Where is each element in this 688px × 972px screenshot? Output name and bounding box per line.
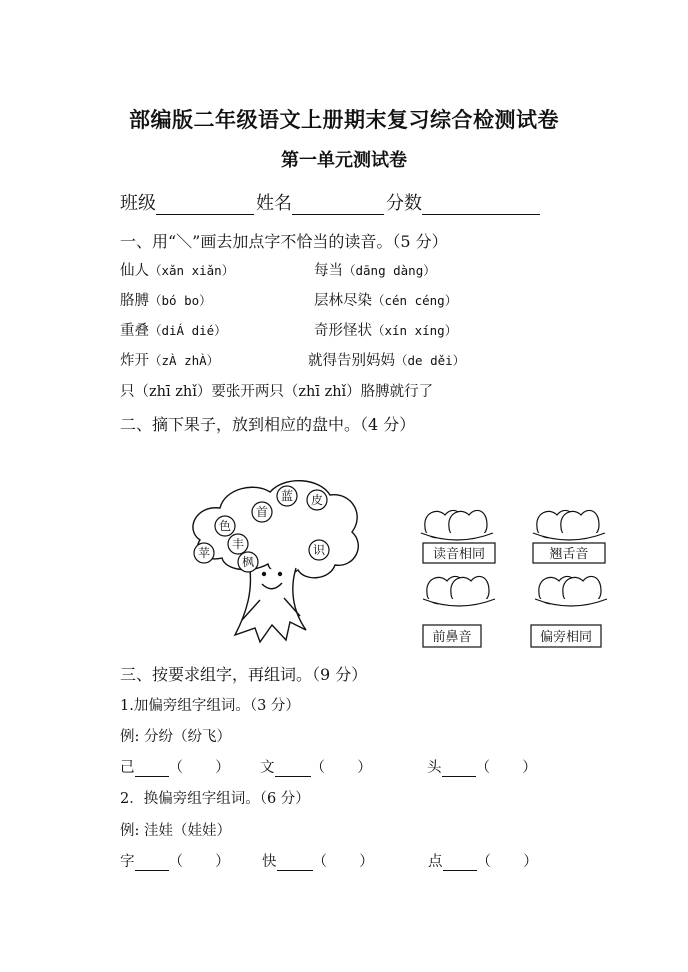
answer-paren[interactable]: （ ） bbox=[310, 760, 372, 776]
part1-title: 1.加偏旁组字组词。（3 分） bbox=[120, 698, 300, 714]
part1-exercise: 己 （ ） bbox=[120, 756, 253, 777]
part2-example: 例: 洼娃（娃娃） bbox=[120, 823, 231, 839]
fruit-plates-illustration bbox=[415, 495, 615, 655]
class-label: 班级 bbox=[120, 193, 156, 214]
part2-title: 2．换偏旁组字组词。（6 分） bbox=[120, 791, 310, 807]
answer-blank[interactable] bbox=[443, 855, 477, 871]
fruit-char: 皮 bbox=[310, 493, 324, 507]
pinyin-item: 胳膊（bó bo） bbox=[120, 293, 212, 309]
pinyin-item: 就得告别妈妈（de děi） bbox=[308, 353, 466, 369]
fruit-char: 识 bbox=[312, 543, 326, 557]
part2-exercise: 点 （ ） bbox=[428, 850, 561, 871]
plate-label: 前鼻音 bbox=[432, 630, 472, 645]
answer-blank[interactable] bbox=[135, 855, 169, 871]
class-blank[interactable] bbox=[156, 196, 254, 215]
answer-blank[interactable] bbox=[277, 855, 313, 871]
fruit-char: 苹 bbox=[197, 546, 211, 560]
fruit-char: 枫 bbox=[241, 555, 255, 569]
answer-blank[interactable] bbox=[135, 761, 169, 777]
pinyin-sentence: 只（zhī zhǐ）要张开两只（zhī zhǐ）胳膊就行了 bbox=[120, 384, 434, 400]
name-label: 姓名 bbox=[256, 193, 292, 214]
answer-paren[interactable]: （ ） bbox=[168, 854, 230, 870]
fruit-tree-illustration bbox=[180, 470, 370, 650]
pinyin-item: 仙人（xǎn xiǎn） bbox=[120, 263, 235, 279]
section3-heading: 三、按要求组字，再组词。（9 分） bbox=[120, 665, 368, 684]
answer-paren[interactable]: （ ） bbox=[475, 760, 537, 776]
plate-label: 读音相同 bbox=[432, 547, 486, 562]
plate-label: 翘舌音 bbox=[549, 547, 589, 562]
fruit-char: 首 bbox=[255, 505, 269, 519]
exam-title: 部编版二年级语文上册期末复习综合检测试卷 bbox=[129, 107, 559, 132]
pinyin-item: 炸开（zÀ zhÀ） bbox=[120, 353, 220, 369]
name-blank[interactable] bbox=[292, 196, 384, 215]
plate-label: 偏旁相同 bbox=[539, 630, 593, 645]
section1-heading: 一、用“＼”画去加点字不恰当的读音。（5 分） bbox=[120, 232, 448, 251]
pinyin-item: 重叠（diÁ dié） bbox=[120, 323, 227, 339]
score-label: 分数 bbox=[386, 193, 422, 214]
answer-paren[interactable]: （ ） bbox=[476, 854, 538, 870]
answer-paren[interactable]: （ ） bbox=[168, 760, 230, 776]
pinyin-item: 奇形怪状（xín xíng） bbox=[314, 323, 458, 339]
pinyin-item: 每当（dāng dàng） bbox=[314, 263, 436, 279]
part1-exercise: 头 （ ） bbox=[427, 756, 560, 777]
answer-blank[interactable] bbox=[275, 761, 311, 777]
pinyin-item: 层林尽染（cén céng） bbox=[314, 293, 458, 309]
fruit-char: 丰 bbox=[231, 537, 245, 551]
unit-title: 第一单元测试卷 bbox=[281, 150, 407, 171]
answer-paren[interactable]: （ ） bbox=[312, 854, 374, 870]
part2-exercise: 字 （ ） bbox=[120, 850, 253, 871]
part1-exercise: 文 （ ） bbox=[260, 756, 395, 777]
fruit-char: 蓝 bbox=[280, 489, 294, 503]
student-info-line bbox=[120, 189, 542, 215]
answer-blank[interactable] bbox=[442, 761, 476, 777]
section2-heading: 二、摘下果子，放到相应的盘中。（4 分） bbox=[120, 415, 416, 434]
fruit-char: 色 bbox=[218, 519, 232, 533]
score-blank[interactable] bbox=[422, 196, 540, 215]
part2-exercise: 快 （ ） bbox=[262, 850, 397, 871]
part1-example: 例: 分纷（纷飞） bbox=[120, 729, 231, 745]
